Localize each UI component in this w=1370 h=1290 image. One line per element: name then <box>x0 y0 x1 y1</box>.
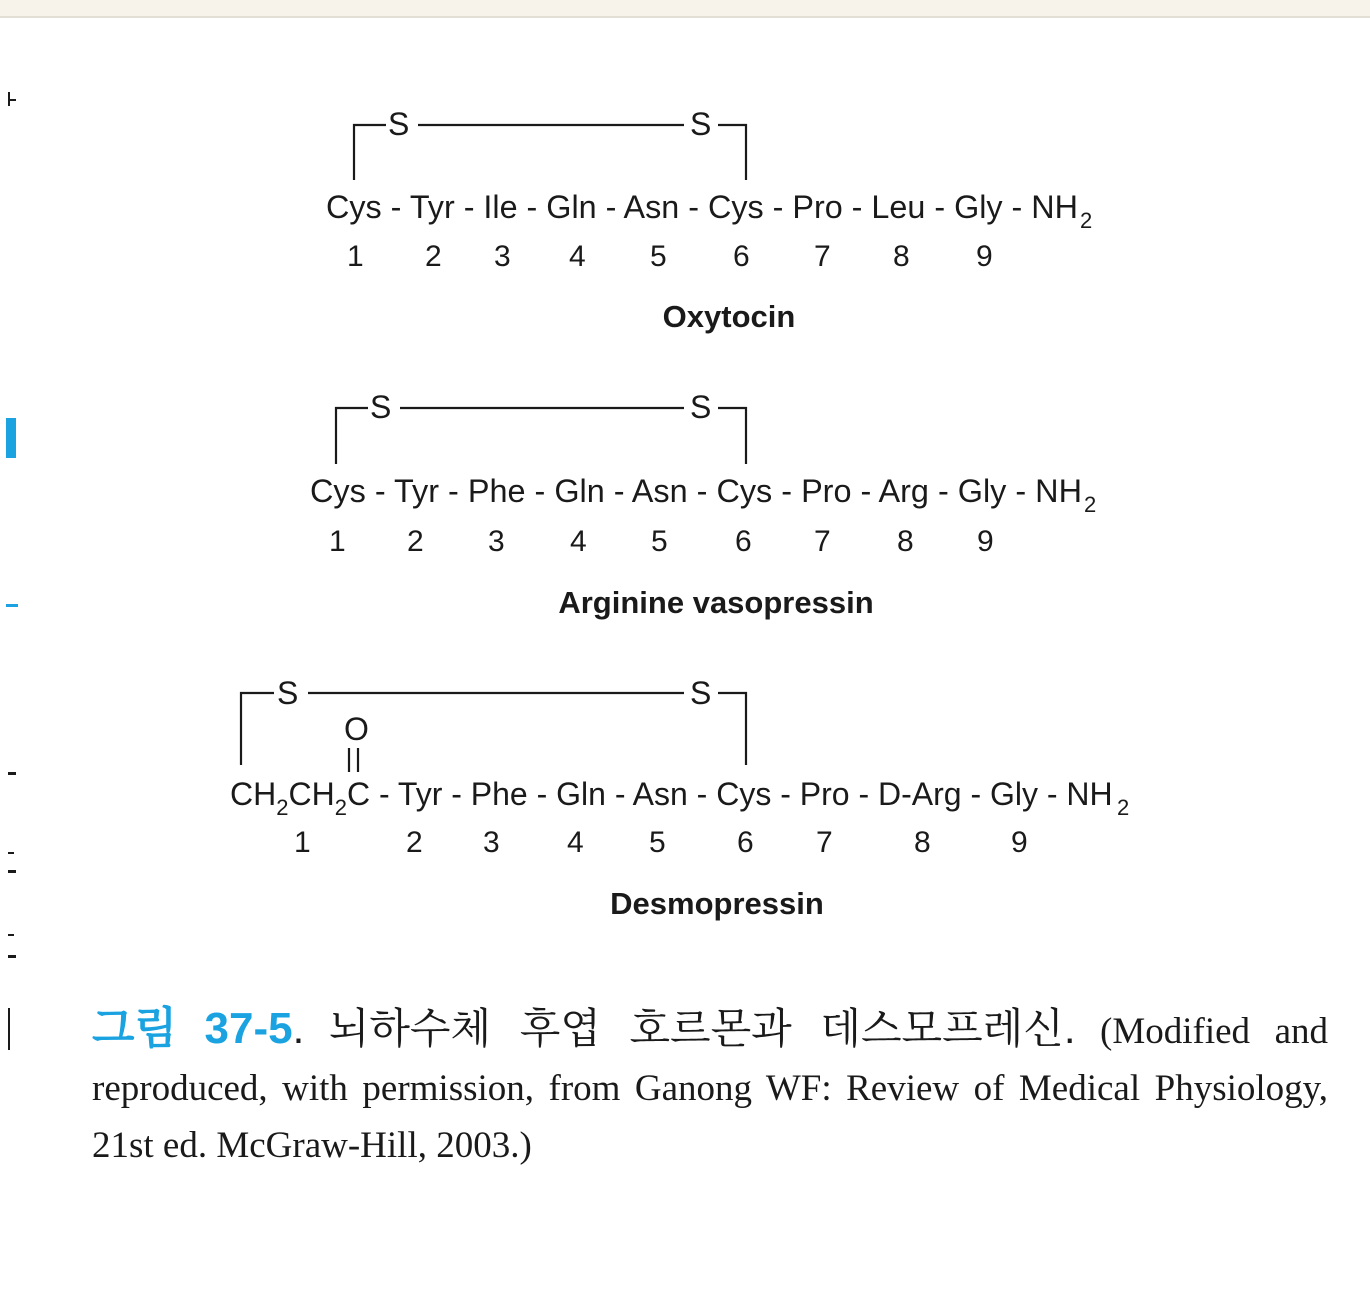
oxytocin-title: Oxytocin <box>662 299 796 334</box>
subscript-2: 2 <box>276 795 289 820</box>
position-number: 6 <box>733 240 750 273</box>
position-number: 3 <box>494 240 511 273</box>
figure-label: 그림 37-5 <box>92 1004 293 1053</box>
desmopressin-sequence <box>230 776 1113 820</box>
position-number: 9 <box>977 525 994 558</box>
sulfur-atom-1: S <box>370 389 392 425</box>
oxytocin-position-numbers <box>347 240 993 273</box>
figure-title: 뇌하수체 후엽 호르몬과 데스모프레신 <box>328 1004 1064 1053</box>
position-number: 7 <box>816 826 833 859</box>
disulfide-bond-right <box>718 408 746 464</box>
nh2-subscript: 2 <box>1080 208 1093 233</box>
vasopressin-structure <box>310 389 1096 620</box>
vasopressin-sequence <box>310 473 1082 509</box>
desmopressin-position-numbers <box>294 826 1028 859</box>
sequence-text: Cys - Tyr - Ile - Gln - Asn - Cys - Pro - Leu - Gly - NH <box>326 189 1078 225</box>
position-number: 5 <box>649 826 666 859</box>
position-number: 9 <box>976 240 993 273</box>
position-number: 7 <box>814 525 831 558</box>
disulfide-bond-left <box>241 693 274 765</box>
sulfur-atom-2: S <box>690 106 712 142</box>
desmopressin-structure <box>230 675 1129 921</box>
position-number: 7 <box>814 240 831 273</box>
position-number: 1 <box>294 826 311 859</box>
carbonyl-oxygen: O <box>344 711 369 747</box>
figure-source-note: (Modified and reproduced, with permission, from Ganong WF: Review of Medical Physiology, 21st ed. McGraw-Hill, 2003.) <box>92 1011 1328 1166</box>
position-number: 3 <box>483 826 500 859</box>
oxytocin-structure <box>326 106 1092 334</box>
oxytocin-sequence <box>326 189 1078 225</box>
position-number: 1 <box>329 525 346 558</box>
subscript-2: 2 <box>334 795 347 820</box>
sequence-text: Cys - Tyr - Phe - Gln - Asn - Cys - Pro - Arg - Gly - NH <box>310 473 1082 509</box>
sulfur-atom-2: S <box>690 389 712 425</box>
margin-mark-7 <box>8 1008 10 1050</box>
vasopressin-title: Arginine vasopressin <box>558 585 874 620</box>
disulfide-bond-left <box>336 408 368 464</box>
sulfur-atom-2: S <box>690 675 712 711</box>
position-number: 8 <box>914 826 931 859</box>
position-number: 4 <box>570 525 587 558</box>
position-number: 3 <box>488 525 505 558</box>
position-number: 5 <box>650 240 667 273</box>
carbonyl-carbon: C <box>346 776 371 812</box>
vasopressin-position-numbers <box>329 525 994 558</box>
nh2-subscript: 2 <box>1117 795 1130 820</box>
figure-label-separator: . <box>292 1005 305 1052</box>
position-number: 2 <box>425 240 442 273</box>
ch-group: CH <box>288 776 335 812</box>
position-number: 2 <box>406 826 423 859</box>
nh2-subscript: 2 <box>1084 492 1097 517</box>
position-number: 6 <box>735 525 752 558</box>
figure-caption <box>92 1000 1328 1174</box>
figure-title-end: . <box>1063 1005 1076 1052</box>
disulfide-bond-right <box>718 125 746 180</box>
sulfur-atom-1: S <box>277 675 299 711</box>
sulfur-atom-1: S <box>388 106 410 142</box>
sequence-text: - Tyr - Phe - Gln - Asn - Cys - Pro - D-Arg - Gly - NH <box>370 776 1113 812</box>
position-number: 5 <box>651 525 668 558</box>
position-number: 4 <box>569 240 586 273</box>
disulfide-bond-left <box>354 125 386 180</box>
ch-group: CH <box>230 776 277 812</box>
position-number: 9 <box>1011 826 1028 859</box>
position-number: 4 <box>567 826 584 859</box>
position-number: 8 <box>897 525 914 558</box>
position-number: 6 <box>737 826 754 859</box>
position-number: 1 <box>347 240 364 273</box>
position-number: 2 <box>407 525 424 558</box>
desmopressin-title: Desmopressin <box>610 886 824 921</box>
disulfide-bond-right <box>718 693 746 765</box>
position-number: 8 <box>893 240 910 273</box>
